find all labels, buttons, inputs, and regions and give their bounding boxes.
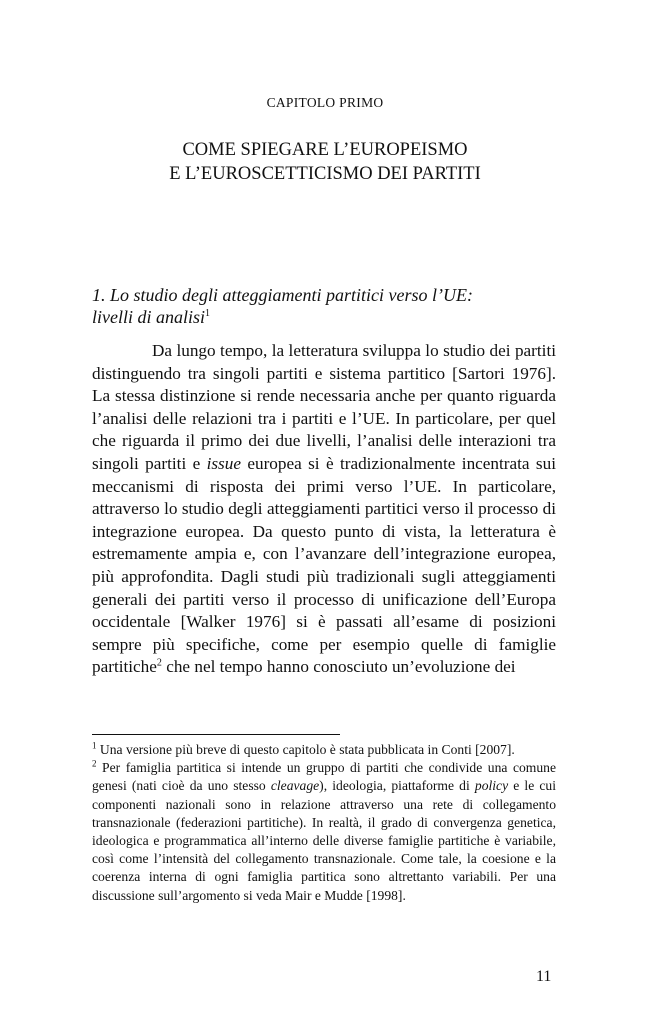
footnote-1-text: Una versione più breve di questo capitolo è stata pubblicata in Conti [2007]. (96, 742, 515, 757)
footnote-2-text-c: e le cui componenti nazionali sono in relazione attraverso una rete di collegamento transnazionale (federazioni partitiche). In realtà, il grado di convergenza genetica, ideologica e programmatica all’interno delle diverse famiglie partitiche è variabile, così come l’intensità del collegamento transnazionale. Come tale, la coesione e la coerenza interna di ogni famiglia partitica sono altrettanto variabili. Per una discussione sull’argomento si veda Mair e Mudde [1998]. (92, 778, 556, 903)
paragraph-1 (92, 340, 556, 679)
paragraph-1-text-c: che nel tempo hanno conosciuto un’evoluzione dei (161, 657, 516, 677)
footnote-2-text-a: Per famiglia partitica si intende un gruppo di partiti che condivide una comune genesi (nati cioè da uno stesso (92, 760, 556, 794)
page-number: 11 (536, 968, 552, 985)
footnote-2-text-b: ), ideologia, piattaforme di (319, 778, 475, 794)
section-heading-line-1: 1. Lo studio degli atteggiamenti partitici verso l’UE: (92, 285, 473, 305)
footnote-separator (92, 734, 340, 735)
footnote-1 (92, 741, 556, 759)
footnote-2-italic-policy: policy (474, 778, 509, 794)
footnote-2-number: 2 (92, 758, 97, 769)
section-heading-line-2-text: livelli di analisi (92, 307, 205, 327)
footnote-1-number: 1 (92, 740, 97, 751)
footnote-2 (92, 759, 556, 905)
paragraph-1-text-b: europea si è tradizionalmente incentrata sui meccanismi di risposta dei primi verso l’UE. In particolare, attraverso lo studio degli atteggiamenti partitici verso il processo di integrazione europea. Da questo punto di vista, la letteratura è estremamente ampia e, con l’avanzare dell’integrazione europea, più approfondita. Dagli studi più tradizionali sugli atteggiamenti generali dei partiti verso il processo di unificazione dell’Europa occidentale [Walker 1976] si è passati all’esame di posizioni sempre più specifiche, come per esempio quelle di famiglie partitiche (92, 453, 556, 677)
footnote-2-italic-cleavage: cleavage (270, 778, 320, 794)
paragraph-1-italic-issue: issue (206, 453, 241, 473)
section-heading-line-2 (92, 306, 562, 328)
paragraph-1-text-a: Da lungo tempo, la letteratura sviluppa lo studio dei partiti distinguendo tra singoli partiti e sistema partitico [Sartori 1976]. La stessa distinzione si rende necessaria anche per quanto riguarda l’analisi delle relazioni tra i partiti e l’UE. In particolare, per quel che riguarda il primo dei due livelli, l’analisi delle interazioni tra singoli partiti e (92, 341, 556, 473)
chapter-title-line-2: E L’EUROSCETTICISMO DEI PARTITI (169, 164, 481, 184)
chapter-title-line-1: COME SPIEGARE L’EUROPEISMO (182, 140, 468, 160)
chapter-title (0, 138, 650, 186)
footnote-ref-2[interactable]: 2 (156, 657, 162, 669)
footnotes (92, 741, 556, 905)
body-text (92, 340, 556, 679)
section-heading (92, 284, 562, 328)
footnote-ref-1[interactable]: 1 (205, 308, 210, 319)
chapter-label: CAPITOLO PRIMO (266, 95, 384, 110)
